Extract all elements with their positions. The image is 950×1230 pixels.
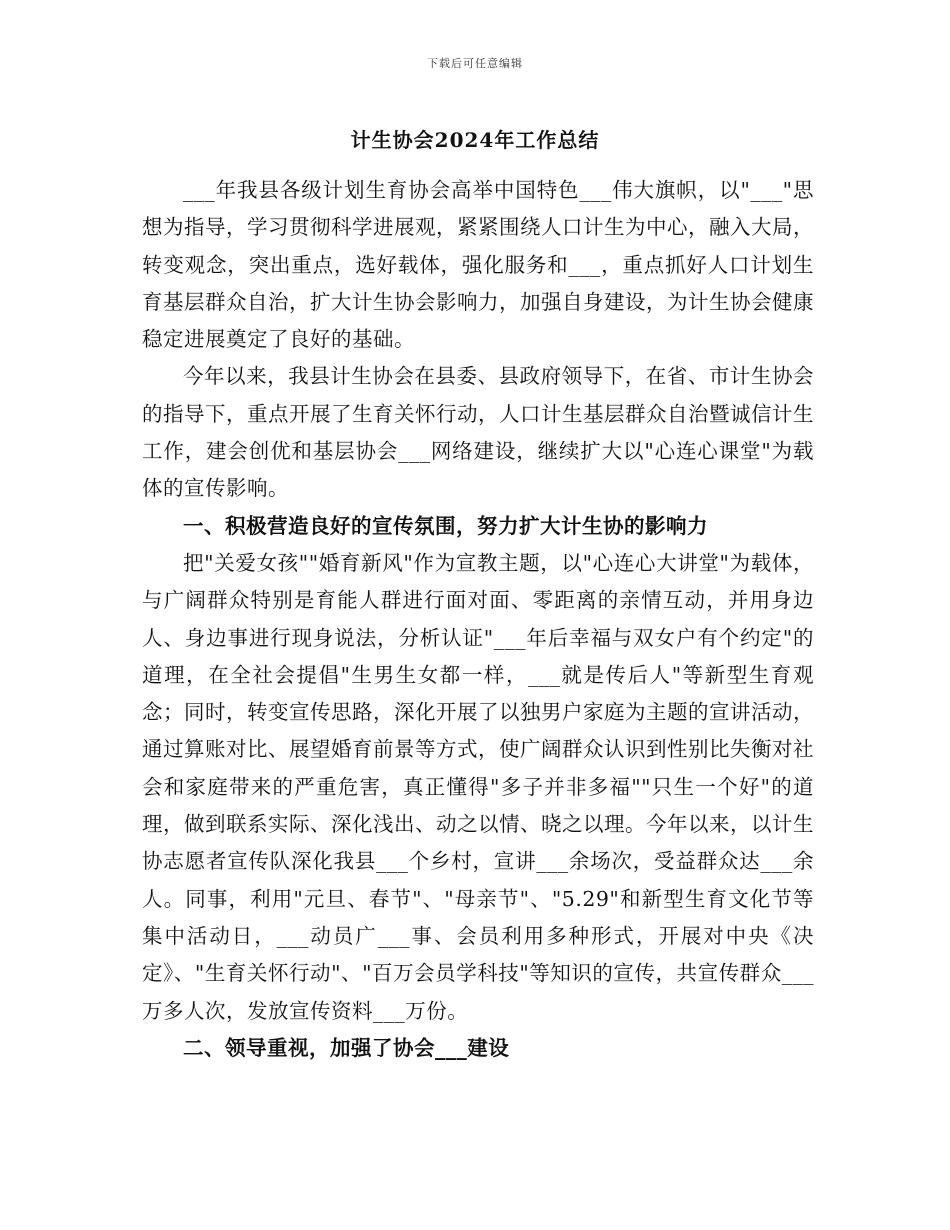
section-1-paragraph: 把"关爱女孩""婚育新风"作为宣教主题，以"心连心大讲堂"为载体，与广阔群众特别是育能人群进行面对面、零距离的亲情互动，并用身边人、身边事进行现身说法，分析认证"___年后幸福与双女户有个约定"的道理，在全社会提倡"生男生女都一样，___就是传后人"等新型生育观念；同时，转变宣传思路，深化开展了以独男户家庭为主题的宣讲活动，通过算账对比、展望婚育前景等方式，使广阔群众认识到性别比失衡对社会和家庭带来的严重危害，真正懂得"多子并非多福""只生一个好"的道理，做到联系实际、深化浅出、动之以情、晓之以理。今年以来，以计生协志愿者宣传队深化我县___个乡村，宣讲___余场次，受益群众达___余人。同事，利用"元旦、春节"、"母亲节"、"5.29"和新型生育文化节等集中活动日，___动员广___事、会员利用多种形式，开展对中央《决定》、"生育关怀行动"、"百万会员学科技"等知识的宣传，共宣传群众___万多人次，发放宣传资料___万份。 [142,550,814,1023]
header-note: 下载后可任意编辑 [427,57,523,70]
intro-paragraph-2: 今年以来，我县计生协会在县委、县政府领导下，在省、市计生协会的指导下，重点开展了生育关怀行动，人口计生基层群众自治暨诚信计生工作，建会创优和基层协会___网络建设，继续扩大以"心连心课堂"为载体的宣传影响。 [142,364,814,501]
page-title: 计生协会2024年工作总结 [350,128,600,152]
intro-paragraph-1: ___年我县各级计划生育协会高举中国特色___伟大旗帜，以"___"思想为指导，学习贯彻科学进展观，紧紧围绕人口计生为中心，融入大局，转变观念，突出重点，选好载体，强化服务和___，重点抓好人口计划生育基层群众自治，扩大计生协会影响力，加强自身建设，为计生协会健康稳定进展奠定了良好的基础。 [142,178,814,352]
section-1-heading: 一、积极营造良好的宣传氛围，努力扩大计生协的影响力 [183,513,708,538]
document-body [142,172,814,1067]
section-2-heading: 二、领导重视，加强了协会___建设 [183,1035,510,1060]
